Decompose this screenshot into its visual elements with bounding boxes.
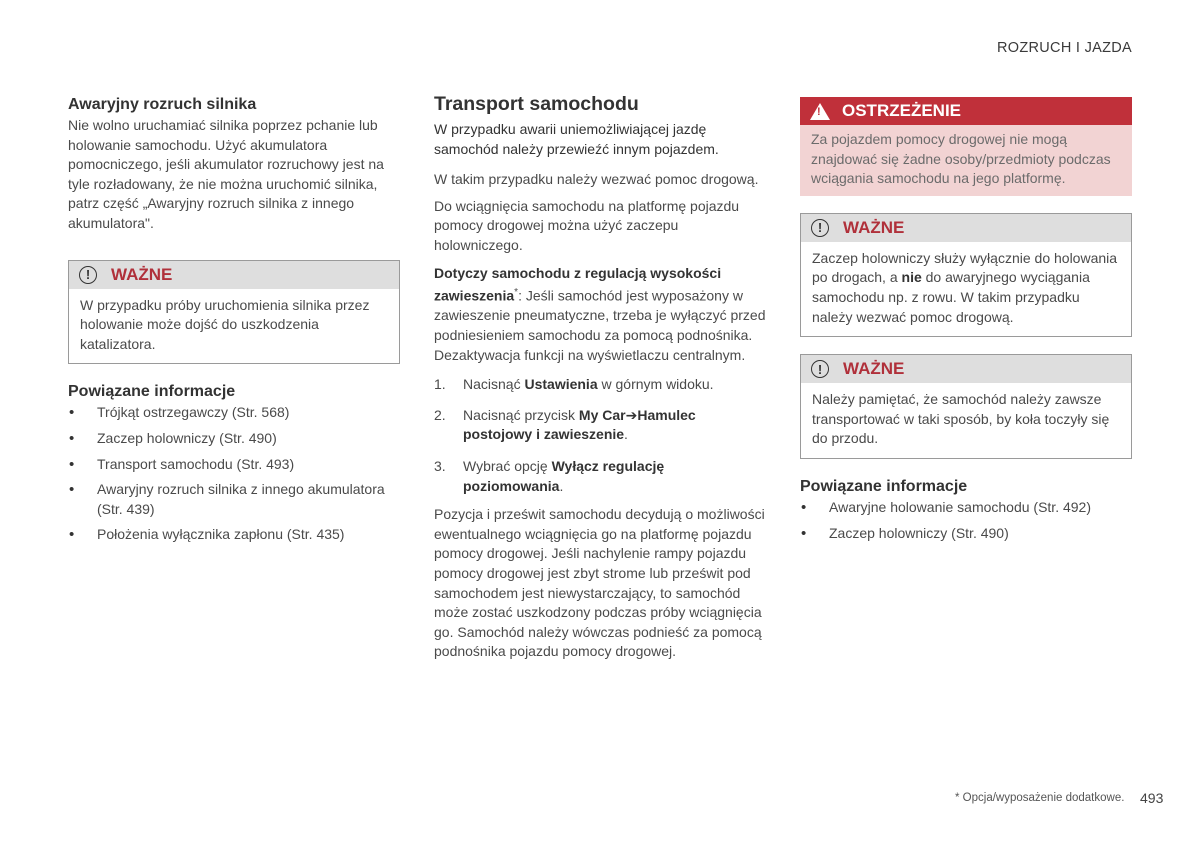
important-callout-header — [801, 355, 1131, 383]
step-menu-disable-leveling: Wyłącz regulację poziomowania — [463, 457, 665, 494]
important-callout-header — [801, 214, 1131, 242]
suspension-text: : Jeśli samochód jest wyposażony w zawieszenie pneumatyczne, trzeba je wyłączyć przed podniesieniem samochodu za pomocą podnośnika. Dezaktywacja funkcji na wyświetlaczu centralnym. — [434, 287, 766, 363]
suspension-paragraph — [434, 264, 766, 366]
related-link[interactable]: • Zaczep holowniczy (Str. 490) — [800, 524, 1132, 544]
step-item — [434, 457, 766, 496]
step-menu-settings: Ustawienia — [524, 376, 598, 393]
emergency-start-text: Nie wolno uruchamiać silnika poprzez pchanie lub holowanie samochodu. Użyć akumulatora pomocniczego, jeśli akumulator rozruchowy jest na tyle rozładowany, że nie można uruchomić silnika, patrz część „Awaryjny rozruch silnika z innego akumulatora". — [68, 117, 384, 231]
important-text: do awaryjnego wyciągania samochodu np. z rowu. W takim przypadku należy wezwać pomoc drogową. — [812, 269, 1090, 325]
step-menu-mycar: My Car — [578, 406, 626, 423]
important-callout — [68, 260, 400, 365]
transport-lead: W przypadku awarii uniemożliwiającej jazdę samochód należy przewieźć innym pojazdem. — [434, 121, 719, 157]
related-info-list — [68, 403, 400, 545]
important-label: WAŻNE — [843, 217, 905, 237]
related-info-list — [800, 498, 1132, 543]
warning-callout-text: Za pojazdem pomocy drogowej nie mogą znajdować się żadne osoby/przedmioty podczas wciągania samochodu na jego platformę. — [800, 125, 1132, 196]
related-link[interactable]: • Awaryjne holowanie samochodu (Str. 492) — [800, 498, 1132, 518]
warning-callout-header — [800, 97, 1132, 125]
step-number: 3. — [434, 457, 446, 474]
important-callout-text: Należy pamiętać, że samochód należy zawsze transportować w taki sposób, by koła toczyły się do przodu. — [812, 391, 1110, 447]
transport-paragraph-2: Do wciągnięcia samochodu na platformę pojazdu pomocy drogowej można użyć zaczepu holowniczego. — [434, 197, 740, 253]
important-callout-towing — [800, 213, 1132, 337]
step-menu-parking-brake: Hamulec postojowy i zawieszenie — [463, 406, 696, 443]
step-text: w górnym widoku. — [597, 376, 714, 393]
step-text: Nacisnąć przycisk — [463, 406, 579, 423]
warning-triangle-mark: ! — [817, 105, 821, 118]
step-item — [434, 375, 766, 395]
warning-triangle-icon — [810, 103, 830, 120]
warning-callout — [800, 97, 1132, 196]
step-number: 1. — [434, 376, 446, 393]
related-info-heading: Powiązane informacje — [68, 383, 236, 401]
transport-paragraph-1: W takim przypadku należy wezwać pomoc drogową. — [434, 171, 759, 188]
related-link[interactable]: • Trójkąt ostrzegawczy (Str. 568) — [68, 403, 400, 423]
step-text: Wybrać opcję — [463, 457, 552, 474]
step-text: Nacisnąć — [463, 376, 525, 393]
important-callout-text: W przypadku próby uruchomienia silnika przez holowanie może dojść do uszkodzenia katalizatora. — [80, 296, 370, 352]
step-number: 2. — [434, 406, 446, 423]
related-link[interactable]: • Awaryjny rozruch silnika z innego akumulatora (Str. 439) — [68, 480, 400, 519]
column-right — [800, 97, 1132, 549]
related-link[interactable]: • Transport samochodu (Str. 493) — [68, 455, 400, 475]
important-callout-transport — [800, 354, 1132, 459]
exclamation-circle-icon: ! — [811, 360, 829, 378]
suspension-bold-label: Dotyczy samochodu z regulacją wysokości zawieszenia — [434, 264, 722, 304]
related-link[interactable]: • Położenia wyłącznika zapłonu (Str. 435) — [68, 525, 400, 545]
column-middle — [434, 92, 766, 662]
important-text: Zaczep holowniczy służy wyłącznie do holowania po drogach, a — [812, 249, 1118, 286]
important-text-bold: nie — [901, 269, 922, 286]
exclamation-circle-icon: ! — [79, 266, 97, 284]
page-number: 493 — [1140, 790, 1164, 806]
section-header: ROZRUCH I JAZDA — [997, 40, 1132, 56]
option-asterisk: * — [514, 287, 519, 299]
transport-paragraph-3: Pozycja i prześwit samochodu decydują o możliwości ewentualnego wciągnięcia go na platformę pojazdu pomocy drogowej. Jeśli nachylenie rampy pojazdu pomocy drogowej jest zbyt strome lub prześwit pod samochodem jest niewystarczający, to samochód może zostać uszkodzony podczas próby wciągnięcia go. Samochód należy wówczas podnieść za pomocą podnośnika pojazdu pomocy drogowej. — [434, 506, 765, 660]
important-label: WAŻNE — [843, 359, 905, 379]
step-text: . — [559, 477, 564, 494]
column-left — [68, 94, 400, 551]
important-callout-text — [801, 242, 1131, 336]
important-callout-header — [69, 261, 399, 289]
footnote-optional-equipment: * Opcja/wyposażenie dodatkowe. — [955, 792, 1125, 804]
important-label: WAŻNE — [111, 264, 173, 284]
warning-label: OSTRZEŻENIE — [842, 101, 962, 120]
arrow-right-icon: ➔ — [625, 406, 638, 423]
emergency-start-heading: Awaryjny rozruch silnika — [68, 96, 257, 113]
step-item — [434, 406, 766, 445]
related-link[interactable]: • Zaczep holowniczy (Str. 490) — [68, 429, 400, 449]
exclamation-circle-icon: ! — [811, 219, 829, 237]
steps-list — [434, 375, 766, 496]
related-info-heading: Powiązane informacje — [800, 477, 968, 495]
step-text: . — [624, 426, 628, 443]
transport-heading: Transport samochodu — [434, 93, 639, 115]
